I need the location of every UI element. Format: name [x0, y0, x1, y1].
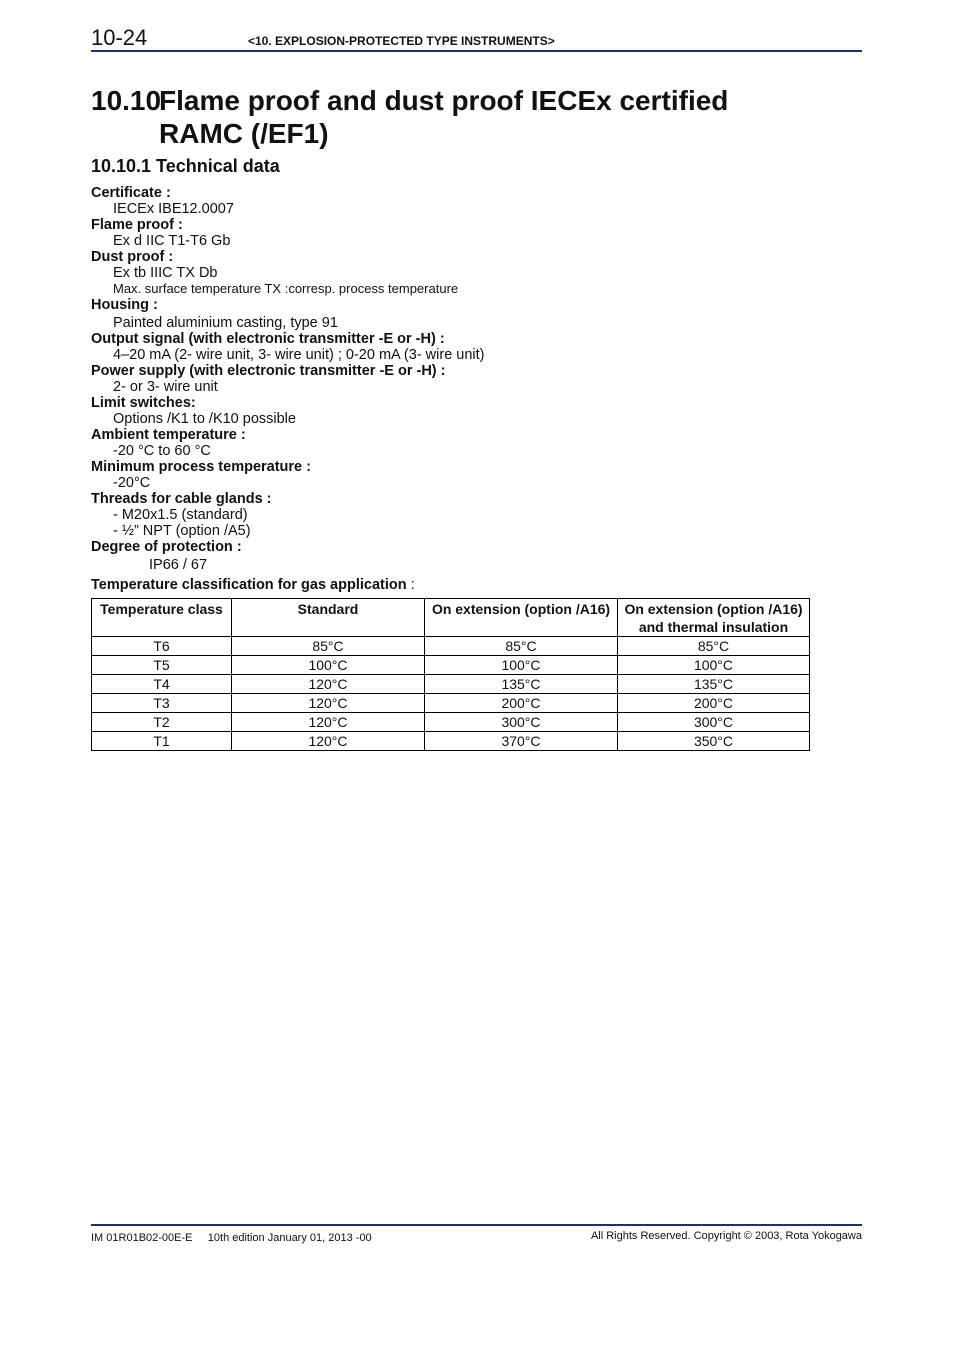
ambient-temperature-label: Ambient temperature : — [91, 427, 246, 443]
table-caption-text: Temperature classification for gas application — [91, 577, 407, 593]
cell-standard: 120°C — [232, 732, 425, 751]
table-header-row — [92, 599, 810, 637]
threads-value-option: - ½” NPT (option /A5) — [113, 523, 251, 539]
running-head: <10. EXPLOSION-PROTECTED TYPE INSTRUMENTS> — [248, 34, 555, 48]
threads-value-standard: - M20x1.5 (standard) — [113, 507, 248, 523]
dust-proof-label: Dust proof : — [91, 249, 174, 265]
limit-switches-value: Options /K1 to /K10 possible — [113, 411, 296, 427]
threads-label: Threads for cable glands : — [91, 491, 272, 507]
dust-proof-note: Max. surface temperature TX :corresp. process temperature — [113, 281, 459, 296]
cell-extension: 200°C — [425, 694, 618, 713]
cell-class: T2 — [92, 713, 232, 732]
degree-of-protection-label: Degree of protection : — [91, 539, 242, 555]
cell-standard: 120°C — [232, 675, 425, 694]
table-row — [92, 656, 810, 675]
page-header — [91, 24, 862, 52]
cell-standard: 120°C — [232, 713, 425, 732]
header-temperature-class: Temperature class — [92, 599, 232, 637]
cell-extension: 135°C — [425, 675, 618, 694]
table-row — [92, 675, 810, 694]
cell-standard: 100°C — [232, 656, 425, 675]
cell-extension-insulation: 200°C — [618, 694, 810, 713]
table-row — [92, 732, 810, 751]
table-caption-colon: : — [406, 577, 415, 593]
flame-proof-label: Flame proof : — [91, 217, 183, 233]
section-title — [91, 84, 728, 150]
degree-of-protection-value: IP66 / 67 — [149, 557, 208, 573]
certificate-value: IECEx IBE12.0007 — [113, 201, 234, 217]
min-process-temperature-value: -20°C — [113, 475, 151, 491]
cell-class: T1 — [92, 732, 232, 751]
header-on-extension: On extension (option /A16) — [425, 599, 618, 637]
power-supply-label: Power supply (with electronic transmitter -E or -H) : — [91, 363, 446, 379]
table-row — [92, 694, 810, 713]
cell-class: T3 — [92, 694, 232, 713]
section-number: 10.10 — [91, 85, 162, 116]
page-number: 10-24 — [91, 25, 148, 50]
table-caption — [91, 577, 415, 594]
output-signal-value: 4–20 mA (2- wire unit, 3- wire unit) ; 0-20 mA (3- wire unit) — [113, 347, 485, 363]
output-signal-label: Output signal (with electronic transmitter -E or -H) : — [91, 331, 445, 347]
footer-document-id: IM 01R01B02-00E-E 10th edition January 01, 2013 -00 — [91, 1232, 372, 1244]
cell-class: T6 — [92, 637, 232, 656]
power-supply-value: 2- or 3- wire unit — [113, 379, 218, 395]
cell-extension-insulation: 100°C — [618, 656, 810, 675]
cell-extension-insulation: 135°C — [618, 675, 810, 694]
table-row — [92, 637, 810, 656]
cell-extension: 100°C — [425, 656, 618, 675]
cell-extension: 85°C — [425, 637, 618, 656]
header-standard: Standard — [232, 599, 425, 637]
cell-extension: 370°C — [425, 732, 618, 751]
housing-value: Painted aluminium casting, type 91 — [113, 315, 338, 331]
cell-standard: 120°C — [232, 694, 425, 713]
footer-copyright: All Rights Reserved. Copyright © 2003, Rota Yokogawa — [590, 1230, 862, 1242]
cell-class: T4 — [92, 675, 232, 694]
certificate-label: Certificate : — [91, 185, 171, 201]
cell-extension: 300°C — [425, 713, 618, 732]
housing-label: Housing : — [91, 297, 158, 313]
limit-switches-label: Limit switches: — [91, 395, 196, 411]
header-on-extension-insulation-line2: and thermal insulation — [638, 619, 789, 635]
cell-standard: 85°C — [232, 637, 425, 656]
cell-extension-insulation: 85°C — [618, 637, 810, 656]
flame-proof-value: Ex d IIC T1-T6 Gb — [113, 233, 231, 249]
min-process-temperature-label: Minimum process temperature : — [91, 459, 311, 475]
cell-class: T5 — [92, 656, 232, 675]
technical-data-list — [91, 185, 851, 573]
header-on-extension-insulation-line1: On extension (option /A16) — [624, 601, 803, 617]
dust-proof-value: Ex tb IIIC TX Db — [113, 265, 218, 281]
header-on-extension-insulation — [618, 599, 810, 637]
section-title-line2: RAMC (/EF1) — [159, 118, 329, 149]
footer-rule — [91, 1224, 862, 1226]
ambient-temperature-value: -20 °C to 60 °C — [113, 443, 211, 459]
cell-extension-insulation: 300°C — [618, 713, 810, 732]
subsection-title: 10.10.1 Technical data — [91, 156, 280, 176]
cell-extension-insulation: 350°C — [618, 732, 810, 751]
table-row — [92, 713, 810, 732]
temperature-classification-table — [91, 598, 810, 751]
section-title-line1: Flame proof and dust proof IECEx certified — [159, 85, 729, 116]
